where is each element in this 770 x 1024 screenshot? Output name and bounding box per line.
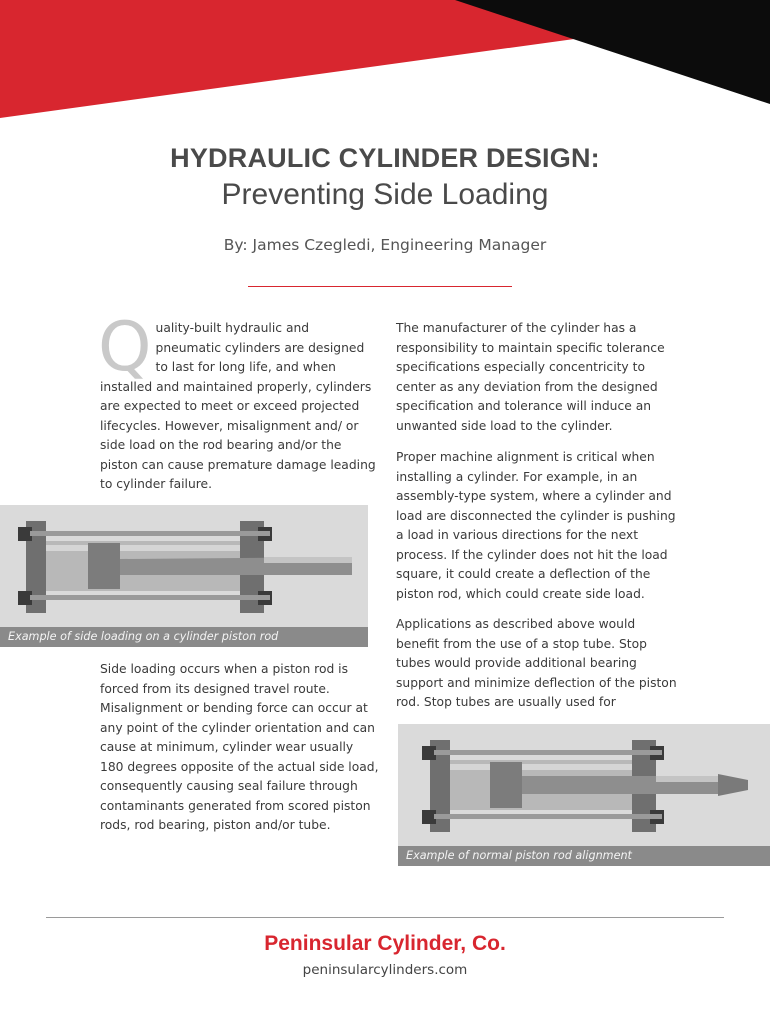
cylinder-illustration-2 [398, 724, 770, 846]
byline: By: James Czegledi, Engineering Manager [223, 236, 547, 254]
intro-text: uality-built hydraulic and pneumatic cylinders are designed to last for long life, and when installed and maintained properly, cylinders are expected to meet or exceed projected lifecycles. However, misalignment and/ or side load on the rod bearing and/or the piston can cause premature damage leading to cylinder failure. [100, 321, 376, 491]
manufacturer-paragraph: The manufacturer of the cylinder has a responsibility to maintain specific tolerance specifications especially concentricity to center as any deviation from the designed specification and tolerance will induce an unwanted side load to the cylinder. [396, 321, 665, 433]
intro-paragraph [98, 308, 378, 495]
side-loading-paragraph: Side loading occurs when a piston rod is forced from its designed travel route. Misalignment or bending force can occur at any point of the cylinder orientation and can cause at minimum, cylinder wear usually 180 degrees opposite of the actual side load, consequently causing seal failure through contaminants generated from scored piston rods, rod bearing, piston and/or tube. [100, 662, 379, 832]
side-loading-image [0, 505, 368, 627]
stop-tube-paragraph: Applications as described above would benefit from the use of a stop tube. Stop tubes would provide additional bearing support and minimize deflection of the piston rod. Stop tubes are usually used for [396, 617, 677, 709]
page-subtitle: Preventing Side Loading [221, 178, 549, 211]
header-banner [0, 0, 770, 130]
company-name: Peninsular Cylinder, Co. [264, 932, 506, 955]
title-divider [248, 286, 512, 287]
footer-divider [46, 917, 724, 918]
normal-alignment-image [398, 724, 770, 846]
banner-black-shape [455, 0, 770, 104]
website-link[interactable]: peninsularcylinders.com [302, 962, 468, 978]
image-caption-normal-alignment: Example of normal piston rod alignment [398, 846, 770, 866]
cylinder-illustration-1 [0, 505, 368, 627]
drop-cap: Q [98, 308, 152, 387]
title-block [0, 143, 770, 212]
page-title: HYDRAULIC CYLINDER DESIGN: [170, 143, 600, 173]
alignment-paragraph: Proper machine alignment is critical when installing a cylinder. For example, in an assembly-type system, where a cylinder and load are disconnected the cylinder is pushing a load in various directions for the next process. If the cylinder does not hit the load square, it could create a deflection of the piston rod, which could create side load. [396, 450, 676, 601]
image-caption-side-loading: Example of side loading on a cylinder piston rod [0, 627, 368, 647]
